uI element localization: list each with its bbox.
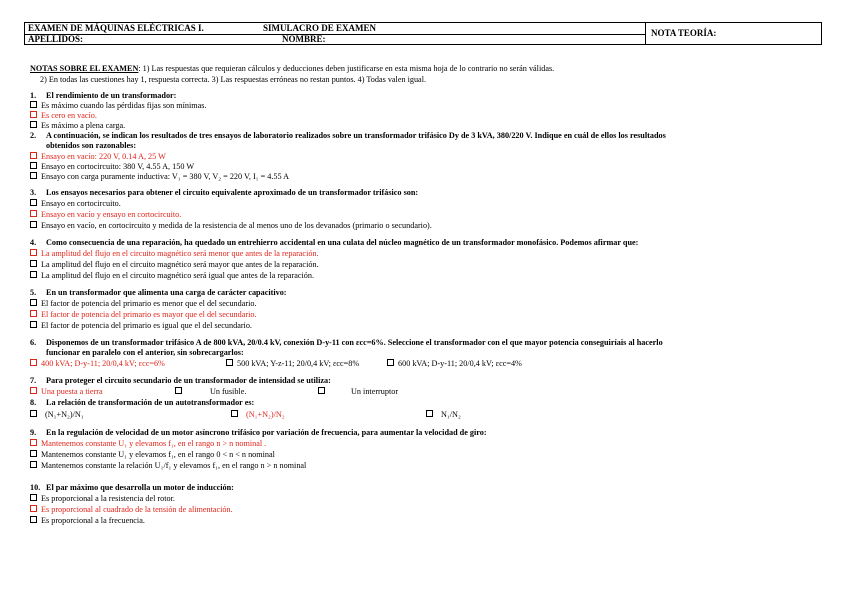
q4-option-3-text: La amplitud del flujo en el circuito magnético será igual que antes de la reparación.: [41, 271, 315, 280]
q9-option-2-text: Mantenemos constante U₁ y elevamos f₁, en el rango 0 < n < n nominal: [41, 450, 275, 459]
q10-option-3-text: Es proporcional a la frecuencia.: [41, 516, 145, 525]
checkbox-icon[interactable]: [30, 410, 37, 417]
question-7-title: [30, 376, 331, 386]
q9-option-3[interactable]: [30, 461, 306, 471]
q7-option-2-text: Un fusible.: [210, 387, 247, 396]
q1-option-3-text: Es máximo a plena carga.: [41, 121, 126, 130]
q4-option-2-text: La amplitud del flujo en el circuito magnético será mayor que antes de la reparación.: [41, 260, 319, 269]
checkbox-icon[interactable]: [30, 494, 37, 501]
q6-option-3-text: 600 kVA; D-y-11; 20/0,4 kV; εcc=4%: [398, 359, 522, 368]
checkbox-icon[interactable]: [30, 505, 37, 512]
q7-option-3[interactable]: [318, 387, 398, 397]
q7-option-2[interactable]: [175, 387, 246, 397]
checkbox-icon[interactable]: [30, 260, 37, 267]
notes-text-1: : 1) Las respuestas que requieran cálculos y deducciones deben justificarse en esta misma hoja de lo contrario no serán válidas.: [138, 64, 555, 73]
checkbox-icon[interactable]: [30, 271, 37, 278]
question-9-title: [30, 428, 487, 438]
question-10-text: El par máximo que desarrolla un motor de inducción:: [46, 483, 234, 492]
q8-option-3[interactable]: [426, 410, 461, 420]
q6-option-2-text: 500 kVA; Y-z-11; 20/0,4 kV; εcc=8%: [237, 359, 360, 368]
question-10-title: [30, 483, 234, 493]
question-3-number: 3.: [30, 188, 37, 197]
question-8-number: 8.: [30, 398, 37, 407]
q7-option-1[interactable]: [30, 387, 103, 397]
q5-option-3[interactable]: [30, 321, 252, 331]
checkbox-icon[interactable]: [30, 439, 37, 446]
checkbox-icon[interactable]: [426, 410, 433, 417]
question-8-title: [30, 398, 254, 408]
q10-option-1[interactable]: [30, 494, 175, 504]
q9-option-1-text: Mantenemos constante U₁ y elevamos f₁, en el rango n > n nominal .: [41, 439, 267, 448]
nota-teoria-label: NOTA TEORÍA:: [651, 28, 717, 38]
q8-option-2-text: (N₁+N₂)/N₂: [246, 410, 285, 419]
q1-option-1-text: Es máximo cuando las pérdidas fijas son mínimas.: [41, 101, 207, 110]
question-6-title: [30, 338, 663, 348]
exam-header-table: [24, 22, 822, 45]
question-1-number: 1.: [30, 91, 37, 100]
q4-option-1[interactable]: [30, 249, 319, 259]
question-5-text: En un transformador que alimenta una carga de carácter capacitivo:: [46, 288, 287, 297]
question-6-text: Disponemos de un transformador trifásico A de 800 kVA, 20/0.4 kV, conexión D-y-11 con εcc=6%. Seleccione el transformador con el que mayor potencia conseguiríais al hacerlo: [46, 338, 663, 347]
q10-option-1-text: Es proporcional a la resistencia del rotor.: [41, 494, 175, 503]
apellidos-label: APELLIDOS:: [28, 34, 84, 44]
checkbox-icon[interactable]: [30, 199, 37, 206]
q10-option-2-text: Es proporcional al cuadrado de la tensión de alimentación.: [41, 505, 233, 514]
checkbox-icon[interactable]: [30, 162, 37, 169]
question-4-title: [30, 238, 638, 248]
exam-title: EXAMEN DE MÁQUINAS ELÉCTRICAS I.: [28, 23, 204, 33]
q1-option-2[interactable]: [30, 111, 97, 121]
question-2-text: A continuación, se indican los resultados de tres ensayos de laboratorio realizados sobre un transformador trifásico Dy de 3 kVA, 380/220 V. Indique en cuál de ellos los resultados: [46, 131, 666, 140]
q2-option-1-text: Ensayo en vacío: 220 V, 0.14 A, 25 W: [41, 152, 166, 161]
q2-option-3-text: Ensayo con carga puramente inductiva: V₁ = 380 V, V₂ = 220 V, I₁ = 4.55 A: [41, 172, 290, 181]
q6-option-1[interactable]: [30, 359, 165, 369]
checkbox-icon[interactable]: [30, 111, 37, 118]
q5-option-3-text: El factor de potencia del primario es igual que el del secundario.: [41, 321, 252, 330]
checkbox-icon[interactable]: [231, 410, 238, 417]
question-2-text-cont: obtenidos son razonables:: [46, 141, 137, 150]
question-4-number: 4.: [30, 238, 37, 247]
q6-option-2[interactable]: [226, 359, 359, 369]
q3-option-3-text: Ensayo en vacío, en cortocircuito y medida de la resistencia de al menos uno de los devanados (primario o secundario).: [41, 221, 432, 230]
q6-option-3[interactable]: [387, 359, 522, 369]
q10-option-3[interactable]: [30, 516, 145, 526]
q3-option-3[interactable]: [30, 221, 432, 231]
question-5-number: 5.: [30, 288, 37, 297]
q1-option-2-text: Es cero en vacío.: [41, 111, 97, 120]
question-2-number: 2.: [30, 131, 37, 140]
q4-option-2[interactable]: [30, 260, 319, 270]
q2-option-3[interactable]: [30, 172, 289, 182]
question-1-text: El rendimiento de un transformador:: [46, 91, 177, 100]
q2-option-2-text: Ensayo en cortocircuito: 380 V, 4.55 A, 150 W: [41, 162, 195, 171]
q5-option-2-text: El factor de potencia del primario es mayor que el del secundario.: [41, 310, 257, 319]
q8-option-1-text: (N₁+N₂)/N₁: [45, 410, 84, 419]
question-10-number: 10.: [30, 483, 41, 492]
q10-option-2[interactable]: [30, 505, 233, 515]
q8-option-2[interactable]: [231, 410, 285, 420]
question-3-text: Los ensayos necesarios para obtener el circuito equivalente aproximado de un transformador trifásico son:: [46, 188, 419, 197]
q5-option-1[interactable]: [30, 299, 257, 309]
question-4-text: Como consecuencia de una reparación, ha quedado un entrehierro accidental en una culata del núcleo magnético de un transformador monofásico. Podemos afirmar que:: [46, 238, 639, 247]
checkbox-icon[interactable]: [30, 359, 37, 366]
question-7-number: 7.: [30, 376, 37, 385]
q4-option-1-text: La amplitud del flujo en el circuito magnético será menor que antes de la reparación.: [41, 249, 319, 258]
checkbox-icon[interactable]: [30, 387, 37, 394]
notes-label: NOTAS SOBRE EL EXAMEN: [30, 64, 139, 73]
question-5-title: [30, 288, 287, 298]
question-6-text-cont: funcionar en paralelo con el anterior, sin sobrecargarlos:: [46, 348, 244, 357]
checkbox-icon[interactable]: [175, 387, 182, 394]
checkbox-icon[interactable]: [30, 152, 37, 159]
checkbox-icon[interactable]: [30, 516, 37, 523]
q3-option-1[interactable]: [30, 199, 121, 209]
question-7-text: Para proteger el circuito secundario de un transformador de intensidad se utiliza:: [46, 376, 331, 385]
notes-line-1: [30, 64, 554, 74]
q6-option-1-text: 400 kVA; D-y-11; 20/0,4 kV; εcc=6%: [41, 359, 165, 368]
checkbox-icon[interactable]: [30, 210, 37, 217]
question-1-title: [30, 91, 176, 101]
checkbox-icon[interactable]: [30, 221, 37, 228]
q1-option-3[interactable]: [30, 121, 125, 131]
header-column-divider: [645, 23, 646, 44]
checkbox-icon[interactable]: [30, 299, 37, 306]
question-6-number: 6.: [30, 338, 37, 347]
q7-option-3-text: Un interruptor: [351, 387, 399, 396]
notes-line-2: 2) En todas las cuestiones hay 1, respuesta correcta. 3) Las respuestas erróneas no restan puntos. 4) Todas valen igual.: [40, 75, 427, 84]
checkbox-icon[interactable]: [30, 249, 37, 256]
q5-option-1-text: El factor de potencia del primario es menor que el del secundario.: [41, 299, 257, 308]
nombre-label: NOMBRE:: [282, 34, 326, 44]
question-9-number: 9.: [30, 428, 37, 437]
q7-option-1-text: Una puesta a tierra: [41, 387, 103, 396]
simulacro-title: SIMULACRO DE EXAMEN: [263, 23, 377, 33]
checkbox-icon[interactable]: [30, 310, 37, 317]
q9-option-1[interactable]: [30, 439, 266, 449]
q5-option-2[interactable]: [30, 310, 257, 320]
question-8-text: La relación de transformación de un autotransformador es:: [46, 398, 255, 407]
checkbox-icon[interactable]: [387, 359, 394, 366]
q8-option-3-text: N₁/N₂: [441, 410, 461, 419]
q2-option-2[interactable]: [30, 162, 194, 172]
checkbox-icon[interactable]: [30, 172, 37, 179]
checkbox-icon[interactable]: [30, 461, 37, 468]
question-2-title: [30, 131, 666, 141]
question-3-title: [30, 188, 418, 198]
q3-option-2-text: Ensayo en vacío y ensayo en cortocircuito.: [41, 210, 182, 219]
checkbox-icon[interactable]: [30, 121, 37, 128]
q2-option-1[interactable]: [30, 152, 166, 162]
question-9-text: En la regulación de velocidad de un motor asíncrono trifásico por variación de frecuencia, para aumentar la velocidad de giro:: [46, 428, 487, 437]
checkbox-icon[interactable]: [30, 101, 37, 108]
q8-option-1[interactable]: [30, 410, 84, 420]
q3-option-1-text: Ensayo en cortocircuito.: [41, 199, 121, 208]
q3-option-2[interactable]: [30, 210, 181, 220]
q1-option-1[interactable]: [30, 101, 207, 111]
checkbox-icon[interactable]: [30, 321, 37, 328]
checkbox-icon[interactable]: [226, 359, 233, 366]
q9-option-2[interactable]: [30, 450, 275, 460]
checkbox-icon[interactable]: [318, 387, 325, 394]
checkbox-icon[interactable]: [30, 450, 37, 457]
q4-option-3[interactable]: [30, 271, 314, 281]
q9-option-3-text: Mantenemos constante la relación U₁/f₁ y elevamos f₁, en el rango n > n nominal: [41, 461, 307, 470]
